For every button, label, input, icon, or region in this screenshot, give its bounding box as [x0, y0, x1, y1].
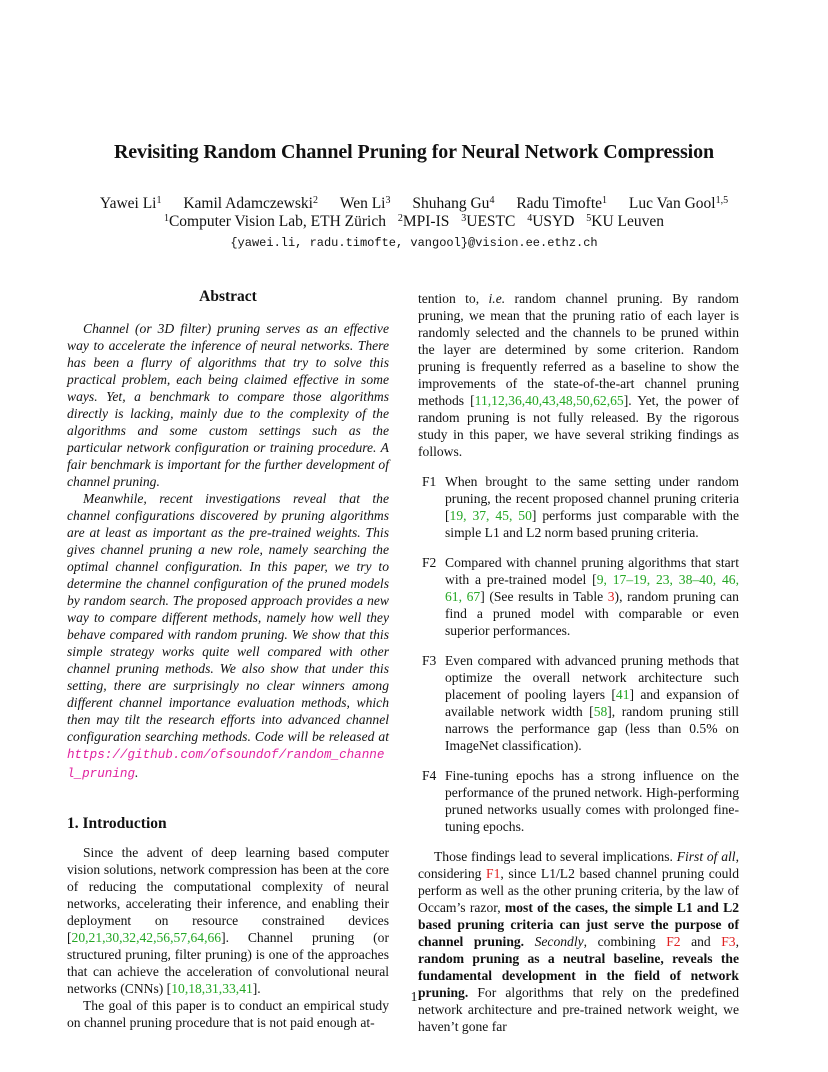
paper-title: Revisiting Random Channel Pruning for Neural Network Compression — [113, 141, 715, 163]
affiliation: $^2$MPI-IS — [397, 213, 450, 230]
citation-link[interactable]: 58 — [593, 704, 608, 719]
finding-reference-link[interactable]: F1 — [486, 866, 501, 881]
finding-label: F2 — [422, 555, 437, 570]
abstract-paragraph: Meanwhile, recent investigations reveal that the channel configurations discovered by pruning algorithms are at least as important as the pre-trained weights. This gives channel pruning a new role, namely searching the optimal channel configuration. In this paper, we try to determine the channel configuration of the pruned models by random search. The proposed approach provides a new way to compare different methods, namely how well they behave compared with random pruning. We show that this simple strategy works quite well compared with other channel pruning methods. We also show that under this setting, there are surprisingly no clear winners among different channel importance evaluation methods, which then may tilt the research efforts into advanced channel configuration searching methods. Code will be released at https://github.com/ofsoundof/random_channel_pruning. — [67, 491, 389, 781]
author: Yawei Li$^1$ — [99, 195, 162, 212]
finding-item: F3 Even compared with advanced pruning methods that optimize the overall network architecture such placement of pooling layers [41] and expansion of available network width [58], random pruning still narrows the performance gap (less than 0.5% on ImageNet classification). — [422, 653, 739, 753]
intro-paragraph: Since the advent of deep learning based computer vision solutions, network compression has been at the core of reducing the computational complexity of neural networks, accelerating their inference, and enabling their deployment on resource constrained devices [20,21,30,32,42,56,57,64,66]. Channel pruning (or structured pruning, filter pruning) is one of the approaches that can achieve the acceleration of convolutional neural networks (CNNs) [10,18,31,33,41]. — [67, 845, 389, 996]
author: Luc Van Gool$^{1,5}$ — [628, 195, 729, 212]
affiliation: $^5$KU Leuven — [586, 213, 665, 230]
author: Kamil Adamczewski$^2$ — [183, 195, 318, 212]
section-heading-introduction: 1. Introduction — [67, 815, 167, 832]
finding-reference-link[interactable]: F2 — [666, 934, 681, 949]
table-reference-link[interactable]: 3 — [607, 589, 615, 604]
affiliation: $^4$USYD — [527, 213, 575, 230]
findings-list — [418, 473, 739, 835]
affiliation-list — [0, 212, 828, 231]
body-paragraph: tention to, i.e. random channel pruning. By random pruning, we mean that the pruning ratio of each layer is randomly selected and the channels to be pruned within the layer are determined by some criterion. Random pruning is frequently referred as a baseline to show the improvements of the state-of-the-art channel pruning methods [11,12,36,40,43,48,50,62,65]. Yet, the power of random pruning is not fully released. By the rigorous study in this paper, we have several striking findings as follows. — [418, 291, 739, 459]
author-email: {yawei.li, radu.timofte, vangool}@vision.ee.ethz.ch — [230, 236, 598, 250]
body-paragraph: Those findings lead to several implications. First of all, considering F1, since L1/L2 based channel pruning could perform as well as the other pruning criteria, by the law of Occam’s razor, most of the cases, the simple L1 and L2 based pruning criteria can just serve the purpose of channel pruning. Secondly, combining F2 and F3, random pruning as a neutral baseline, reveals the fundamental development in the field of network pruning. For algorithms that rely on the predefined network architecture and pre-trained network weight, we haven’t gone far — [418, 849, 740, 1034]
abstract-text: Meanwhile, recent investigations reveal that the channel configurations discovered by pruning algorithms are at least as important as the pre-trained weights. This gives channel pruning a new role, namely searching the optimal channel configuration. In this paper, we try to determine the channel configuration of the pruned models by random search. The proposed approach provides a new way to compare different methods, namely how well they behave compared with random pruning. We show that this simple strategy works quite well compared with other channel pruning methods. We also show that under this setting, there are surprisingly no clear winners among different channel importance evaluation methods, which then may tilt the research efforts into advanced channel configuration searching methods. Code will be released at — [67, 491, 389, 744]
abstract-heading: Abstract — [199, 288, 257, 305]
finding-label: F1 — [422, 474, 437, 489]
citation-link[interactable]: 41 — [615, 687, 630, 702]
left-column — [67, 288, 389, 1031]
citation-link[interactable]: 10,18,31,33,41 — [171, 981, 253, 996]
code-url-link[interactable]: https://github.com/ofsoundof/random_channel_pruning — [67, 748, 385, 781]
intro-paragraph: The goal of this paper is to conduct an empirical study on channel pruning procedure that is not paid enough at- — [67, 998, 389, 1030]
affiliation: $^3$UESTC — [461, 213, 516, 230]
citation-link[interactable]: 20,21,30,32,42,56,57,64,66 — [71, 930, 222, 945]
finding-label: F4 — [422, 768, 437, 783]
finding-item: F4 Fine-tuning epochs has a strong influence on the performance of the pruned network. High-performing pruned networks usually comes with prolonged fine-tuning epochs. — [422, 768, 739, 834]
right-column — [418, 290, 739, 1035]
citation-link[interactable]: 9, 17–19, 23, 38–40, 46, 61, 67 — [445, 572, 739, 604]
citation-link[interactable]: 11,12,36,40,43,48,50,62,65 — [474, 393, 624, 408]
finding-item: F1 When brought to the same setting under random pruning, the recent proposed channel pruning criteria [19, 37, 45, 50] performs just comparable with the simple L1 and L2 norm based pruning criteria. — [422, 474, 739, 540]
author: Shuhang Gu$^4$ — [412, 195, 495, 212]
abstract-paragraph: Channel (or 3D filter) pruning serves as an effective way to accelerate the inference of neural networks. There has been a flurry of algorithms that try to solve this practical problem, each being claimed effective in some ways. Yet, a benchmark to compare those algorithms directly is lacking, mainly due to the complexity of the algorithms and some custom settings such as the particular network configuration or training procedure. A fair benchmark is important for the further development of channel pruning. — [67, 321, 389, 489]
author: Wen Li$^3$ — [339, 195, 391, 212]
finding-item: F2 Compared with channel pruning algorithms that start with a pre-trained model [9, 17–19, 23, 38–40, 46, 61, 67] (See results in Table 3), random pruning can find a pruned model with comparable or even superior performances. — [422, 555, 739, 638]
author: Radu Timofte$^1$ — [516, 195, 608, 212]
affiliation: $^1$Computer Vision Lab, ETH Zürich — [163, 213, 386, 230]
author-list — [0, 194, 828, 213]
finding-reference-link[interactable]: F3 — [721, 934, 736, 949]
page-number: 1 — [410, 989, 418, 1004]
finding-label: F3 — [422, 653, 437, 668]
citation-link[interactable]: 19, 37, 45, 50 — [449, 508, 532, 523]
